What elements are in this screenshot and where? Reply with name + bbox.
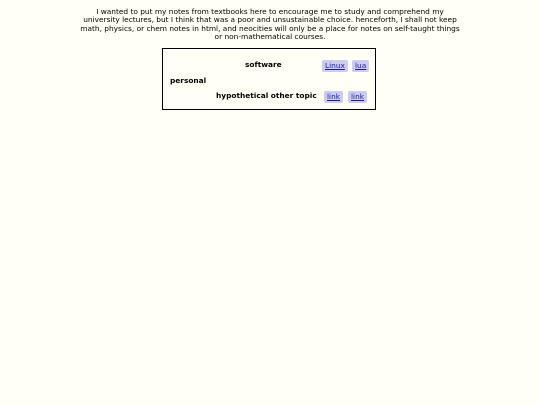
link-lua[interactable]: lua [352, 60, 369, 72]
link-linux[interactable]: Linux [322, 60, 348, 72]
link-other-2[interactable]: link [348, 91, 367, 103]
link-other-1[interactable]: link [324, 91, 343, 103]
section-heading-personal: personal [170, 76, 207, 85]
section-heading-other-topic: hypothetical other topic [216, 91, 317, 100]
notes-box [162, 48, 376, 110]
intro-paragraph: I wanted to put my notes from textbooks here to encourage me to study and comprehend my university lectures, but I think that was a poor and unsustainable choice. henceforth, I shall not keep math, physics, or chem notes in html, and neocities will only be a place for notes on self-taught things or non-mathematical courses. [80, 7, 460, 42]
section-heading-software: software [245, 60, 282, 69]
